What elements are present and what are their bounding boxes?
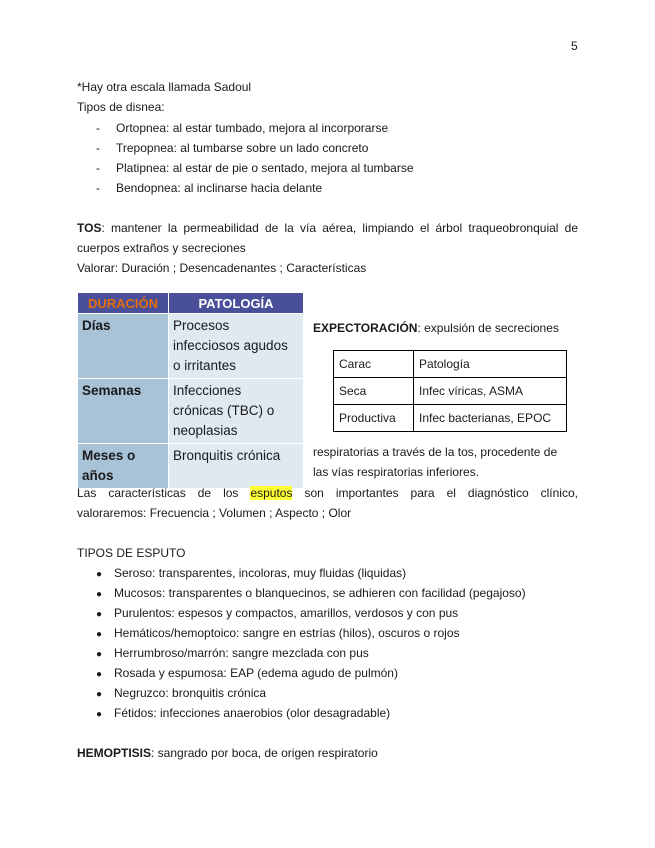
list-item: ● Rosada y espumosa: EAP (edema agudo de pulmón) — [96, 666, 398, 680]
caracteristicas-line1: Las características de los esputos son importantes para el diagnóstico clínico, — [77, 486, 578, 500]
page-number: 5 — [571, 39, 578, 53]
bullet-icon: ● — [96, 649, 103, 660]
patologia-cell: Infecciones crónicas (TBC) o neoplasias — [169, 379, 304, 444]
expectoracion-line3: las vías respiratorias inferiores. — [313, 465, 480, 479]
patologia-cell: Procesos infecciosos agudos o irritantes — [169, 314, 304, 379]
dash-marker: - — [96, 141, 100, 155]
header-patologia: PATOLOGÍA — [169, 293, 304, 314]
caracteristicas-line2: valoraremos: Frecuencia ; Volumen ; Aspecto ; Olor — [77, 506, 352, 520]
bullet-icon: ● — [96, 589, 103, 600]
table-row — [78, 444, 304, 489]
dash-marker: - — [96, 161, 100, 175]
bullet-icon: ● — [96, 709, 103, 720]
expectoracion-line1: EXPECTORACIÓN: expulsión de secreciones — [313, 321, 559, 335]
list-item: ● Purulentos: espesos y compactos, amarillos, verdosos y con pus — [96, 606, 459, 620]
list-item: ● Hemáticos/hemoptoico: sangre en estrías (hilos), oscuros o rojos — [96, 626, 460, 640]
list-item: - Bendopnea: al inclinarse hacia delante — [96, 181, 323, 195]
duracion-cell: Meses o años — [78, 444, 169, 489]
hemoptisis-line: HEMOPTISIS: sangrado por boca, de origen respiratorio — [77, 746, 378, 760]
sadoul-note: *Hay otra escala llamada Sadoul — [77, 80, 252, 94]
caracteristicas-table — [333, 350, 567, 432]
tos-paragraph-line2: cuerpos extraños y secreciones — [77, 241, 246, 255]
table-cell: Productiva — [334, 405, 414, 432]
list-item: - Ortopnea: al estar tumbado, mejora al incorporarse — [96, 121, 389, 135]
duracion-cell: Semanas — [78, 379, 169, 444]
list-item: - Platipnea: al estar de pie o sentado, mejora al tumbarse — [96, 161, 414, 175]
hemoptisis-term: HEMOPTISIS — [77, 746, 152, 760]
table-cell: Carac — [334, 351, 414, 378]
table-cell: Infec víricas, ASMA — [414, 378, 567, 405]
bullet-icon: ● — [96, 609, 103, 620]
expectoracion-line2: respiratorias a través de la tos, procedente de — [313, 445, 558, 459]
tipos-disnea-title: Tipos de disnea: — [77, 100, 165, 114]
tos-valorar: Valorar: Duración ; Desencadenantes ; Características — [77, 261, 367, 275]
table-row — [78, 314, 304, 379]
header-duracion: DURACIÓN — [78, 293, 169, 314]
list-item: ● Seroso: transparentes, incoloras, muy fluidas (liquidas) — [96, 566, 407, 580]
bullet-icon: ● — [96, 689, 103, 700]
tos-term: TOS — [77, 221, 102, 235]
table-row — [334, 378, 567, 405]
dash-marker: - — [96, 121, 100, 135]
table-cell: Patología — [414, 351, 567, 378]
list-item: ● Mucosos: transparentes o blanquecinos, se adhieren con facilidad (pegajoso) — [96, 586, 526, 600]
list-item: ● Negruzco: bronquitis crónica — [96, 686, 267, 700]
duracion-table — [77, 292, 304, 489]
tos-paragraph-line1: TOS: mantener la permeabilidad de la vía aérea, limpiando el árbol traqueobronquial de — [77, 221, 578, 235]
patologia-cell: Bronquitis crónica — [169, 444, 304, 489]
table-row — [334, 351, 567, 378]
highlighted-word: esputos — [250, 486, 293, 500]
bullet-icon: ● — [96, 569, 103, 580]
table-row — [334, 405, 567, 432]
table-cell: Infec bacterianas, EPOC — [414, 405, 567, 432]
expectoracion-term: EXPECTORACIÓN — [313, 321, 418, 335]
tipos-esputo-title: TIPOS DE ESPUTO — [77, 546, 186, 560]
list-item: ● Fétidos: infecciones anaerobios (olor desagradable) — [96, 706, 391, 720]
duracion-cell: Días — [78, 314, 169, 379]
table-header-row — [78, 293, 304, 314]
bullet-icon: ● — [96, 669, 103, 680]
dash-marker: - — [96, 181, 100, 195]
list-item: - Trepopnea: al tumbarse sobre un lado concreto — [96, 141, 369, 155]
list-item: ● Herrumbroso/marrón: sangre mezclada con pus — [96, 646, 369, 660]
table-cell: Seca — [334, 378, 414, 405]
table-row — [78, 379, 304, 444]
bullet-icon: ● — [96, 629, 103, 640]
